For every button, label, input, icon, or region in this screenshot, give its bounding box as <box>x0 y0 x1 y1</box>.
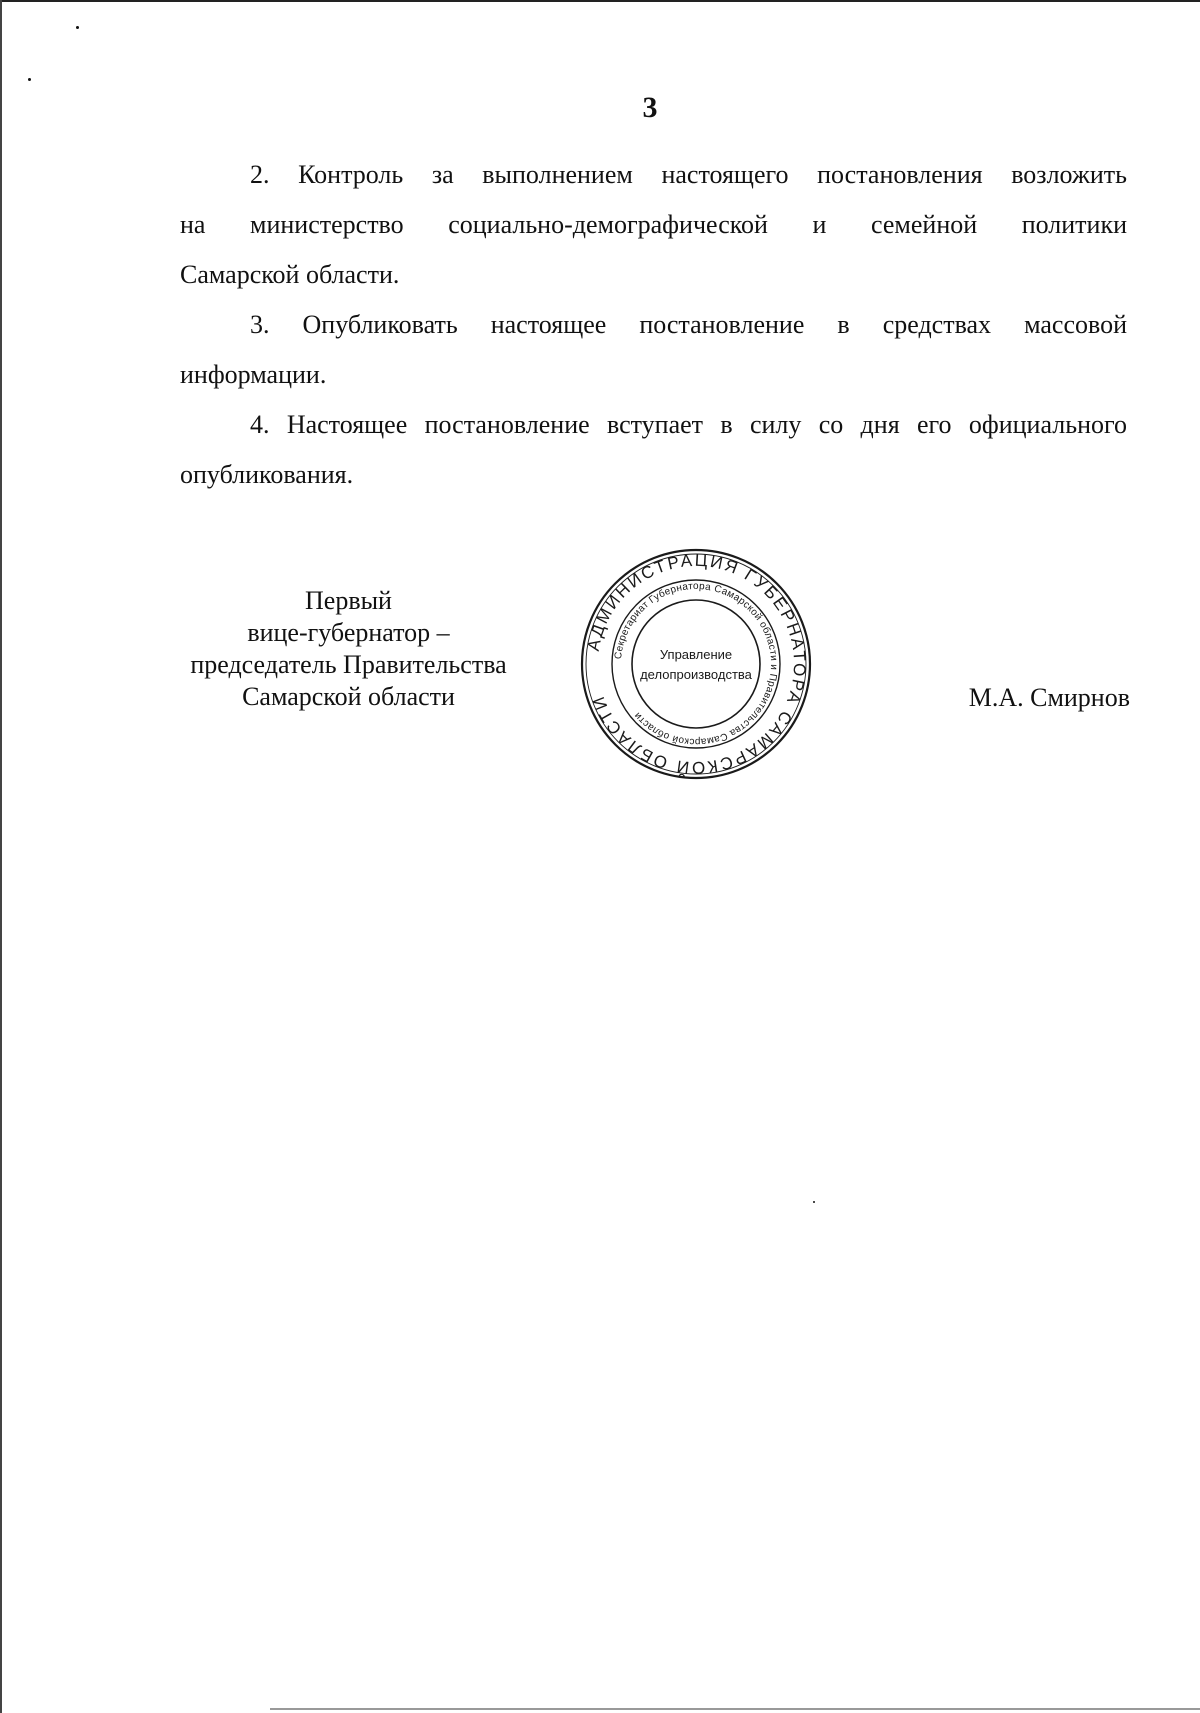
seal-inner-text: Секретариат Губернатора Самарской области и Правительства Самарской области <box>613 580 780 748</box>
signer-title-line: председатель Правительства <box>190 650 507 679</box>
seal-center-line: делопроизводства <box>640 667 752 682</box>
page-number: 3 <box>642 91 658 124</box>
signer-name: М.А. Смирнов <box>968 683 1130 712</box>
signer-title-line: Самарской области <box>242 682 455 711</box>
body-text <box>180 150 1127 500</box>
seal-middle-ring <box>612 580 780 748</box>
signer-title-line: Первый <box>305 586 392 615</box>
scan-speck <box>813 1201 815 1203</box>
signer-title-line: вице-губернатор – <box>247 618 450 647</box>
paragraph-line: опубликования. <box>180 460 354 489</box>
paragraph-line: 3. Опубликовать настоящее постановление в средствах массовой <box>250 310 1127 339</box>
paragraph-control <box>180 150 1127 300</box>
seal-outer-text: АДМИНИСТРАЦИЯ ГУБЕРНАТОРА САМАРСКОЙ ОБЛАСТИ <box>583 550 810 778</box>
scan-edge-left <box>0 0 2 1713</box>
official-seal-stamp <box>580 548 812 780</box>
paragraph-line: на министерство социально-демографической и семейной политики <box>180 210 1127 239</box>
seal-center-line: Управление <box>659 647 733 662</box>
scan-speck <box>28 78 31 81</box>
paragraph-line: 2. Контроль за выполнением настоящего постановления возложить <box>250 160 1127 189</box>
paragraph-line: Самарской области. <box>180 260 400 289</box>
paragraph-line: информации. <box>180 360 327 389</box>
signer-title <box>176 585 521 713</box>
paragraph-effective <box>180 400 1127 500</box>
scan-edge-top <box>0 0 1200 2</box>
paragraph-line: 4. Настоящее постановление вступает в силу со дня его официального <box>250 410 1127 439</box>
seal-inner-ring <box>632 600 760 728</box>
scan-speck <box>76 26 79 29</box>
paragraph-publish <box>180 300 1127 400</box>
scan-edge-bottom <box>270 1708 1200 1710</box>
